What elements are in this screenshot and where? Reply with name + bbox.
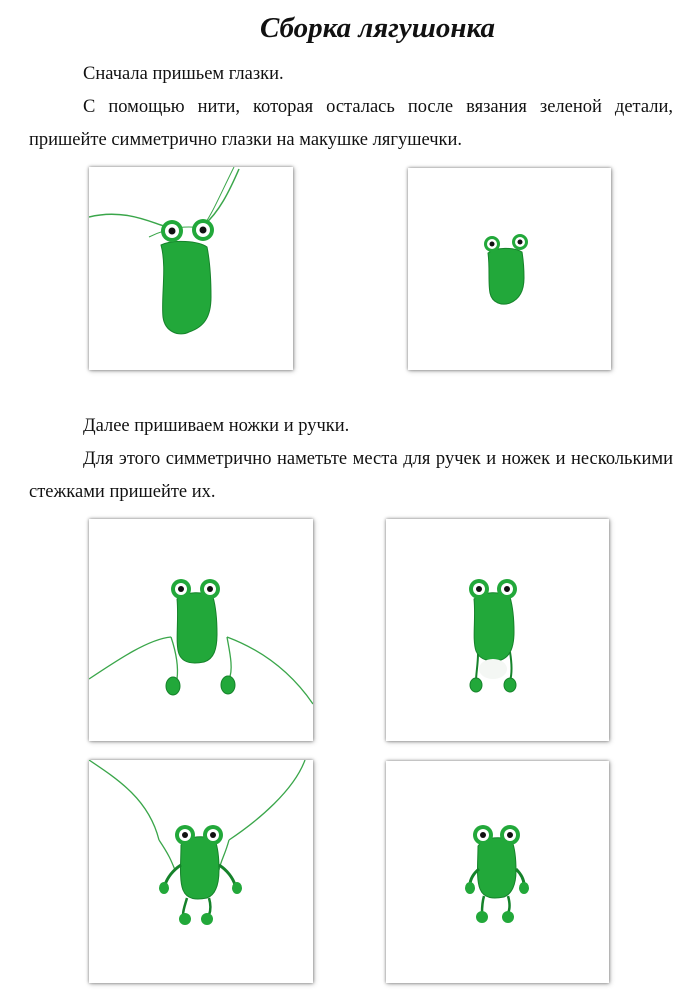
paragraph-intro: Сначала пришьем глазки. [83,64,284,84]
photo-arms-threads [89,760,313,983]
photo-legs-threads [89,519,313,741]
photo-frog-finished [386,761,609,983]
photo-eyes-done [408,168,611,370]
photo-legs-done [386,519,609,741]
paragraph-limbs-intro: Далее пришиваем ножки и ручки. [83,416,350,436]
paragraph-limbs-instruction: Для этого симметрично наметьте места для ручек и ножек и несколькими стежками пришейте их. [29,449,673,502]
page-title: Сборка лягушонка [260,12,495,44]
paragraph-eyes-instruction: С помощью нити, которая осталась после вязания зеленой детали, пришейте симметрично глазки на макушке лягушечки. [29,97,673,150]
photo-eyes-threads [89,167,293,370]
